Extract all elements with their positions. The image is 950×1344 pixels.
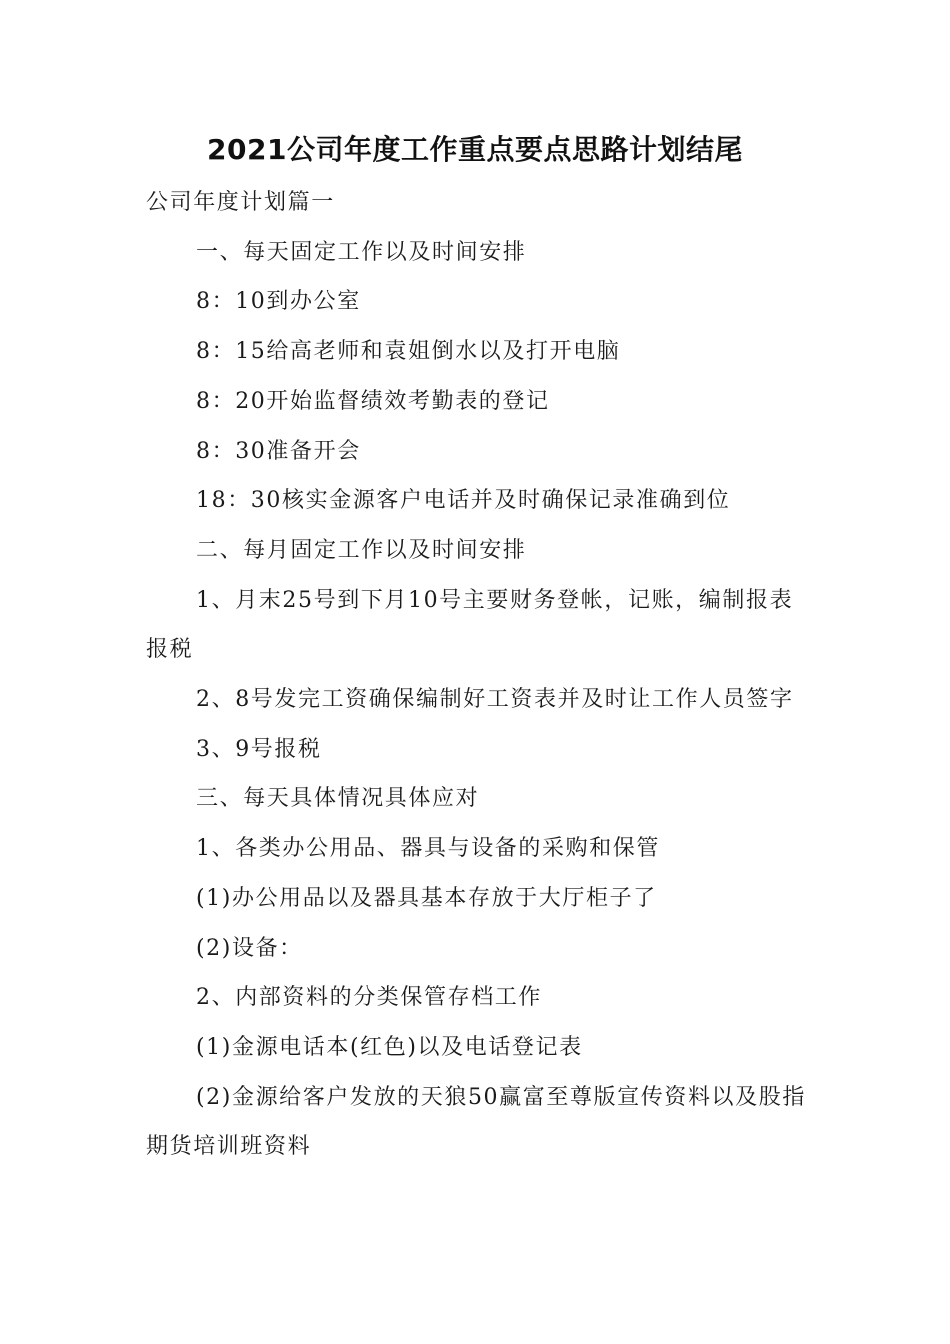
paragraph: (1)金源电话本(红色)以及电话登记表 (196, 1034, 583, 1060)
paragraph: 公司年度计划篇一 (146, 190, 335, 215)
paragraph: 1、各类办公用品、器具与设备的采购和保管 (196, 836, 660, 862)
paragraph: (2)金源给客户发放的天狼50赢富至尊版宣传资料以及股指期货培训班资料 (146, 1084, 806, 1160)
paragraph: (2)设备： (196, 935, 303, 961)
paragraph: 二、每月固定工作以及时间安排 (196, 537, 527, 563)
paragraph: 8：10到办公室 (196, 289, 361, 315)
paragraph: 1、月末25号到下月10号主要财务登帐，记账，编制报表报税 (146, 587, 794, 663)
document-body (146, 178, 806, 1172)
paragraph: 2、8号发完工资确保编制好工资表并及时让工作人员签字 (196, 687, 794, 713)
paragraph: 8：15给高老师和袁姐倒水以及打开电脑 (196, 339, 621, 365)
document-title: 2021公司年度工作重点要点思路计划结尾 (207, 133, 743, 166)
paragraph: 3、9号报税 (196, 736, 322, 762)
paragraph: 8：30准备开会 (196, 438, 361, 464)
paragraph: 8：20开始监督绩效考勤表的登记 (196, 388, 550, 414)
paragraph: 一、每天固定工作以及时间安排 (196, 239, 527, 265)
paragraph: (1)办公用品以及器具基本存放于大厅柜子了 (196, 885, 657, 911)
paragraph: 2、内部资料的分类保管存档工作 (196, 985, 542, 1011)
paragraph: 三、每天具体情况具体应对 (196, 786, 480, 812)
paragraph: 18：30核实金源客户电话并及时确保记录准确到位 (196, 488, 731, 514)
